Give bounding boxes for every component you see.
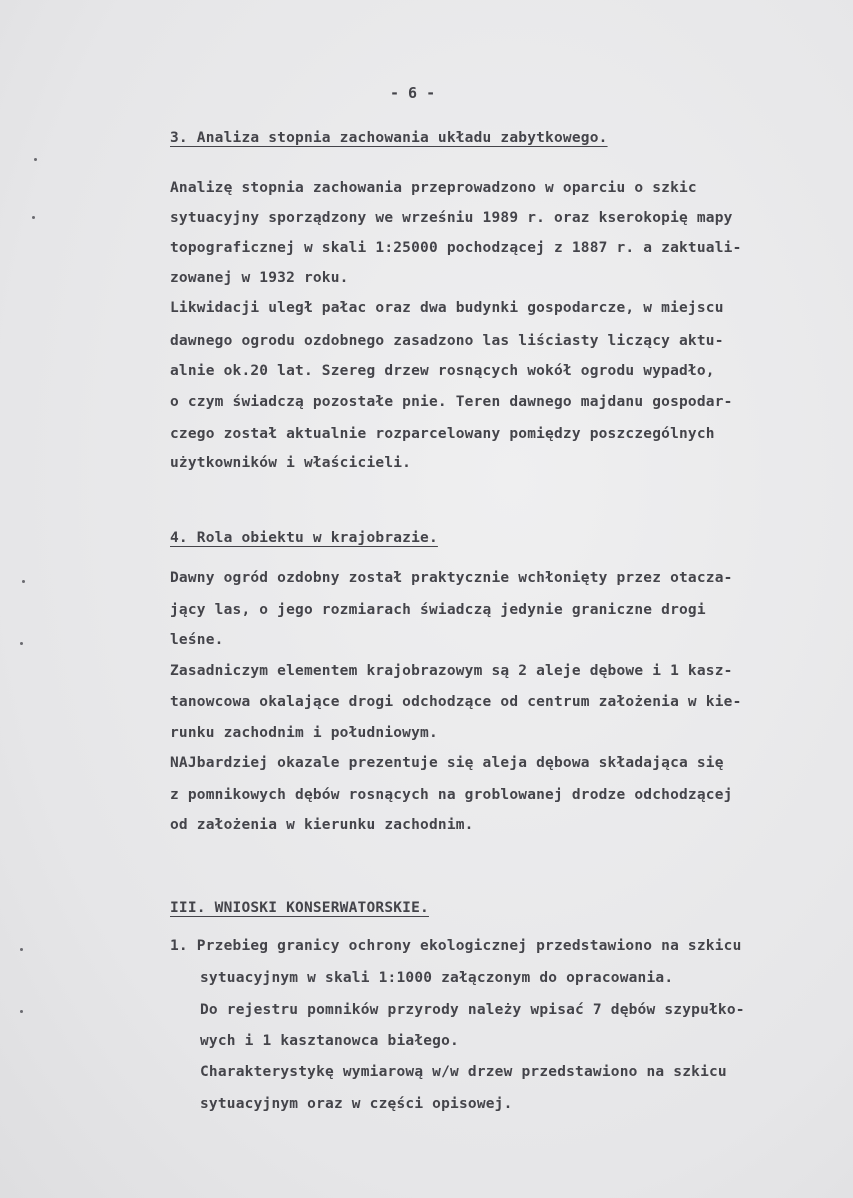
text-line: Likwidacji uległ pałac oraz dwa budynki gospodarcze, w miejscu bbox=[170, 300, 724, 316]
section-4-heading: 4. Rola obiektu w krajobrazie. bbox=[170, 530, 438, 546]
text-line: czego został aktualnie rozparcelowany pomiędzy poszczególnych bbox=[170, 426, 715, 442]
section-3-heading: 3. Analiza stopnia zachowania układu zabytkowego. bbox=[170, 130, 608, 146]
margin-mark bbox=[20, 1010, 23, 1013]
text-line: o czym świadczą pozostałe pnie. Teren dawnego majdanu gospodar- bbox=[170, 394, 733, 410]
text-line: wych i 1 kasztanowca białego. bbox=[200, 1033, 459, 1049]
margin-mark bbox=[20, 948, 23, 951]
text-line: topograficznej w skali 1:25000 pochodzącej z 1887 r. a zaktuali- bbox=[170, 240, 742, 256]
text-line: z pomnikowych dębów rosnących na groblowanej drodze odchodzącej bbox=[170, 787, 733, 803]
text-line: Zasadniczym elementem krajobrazowym są 2 aleje dębowe i 1 kasz- bbox=[170, 663, 733, 679]
text-line: tanowcowa okalające drogi odchodzące od centrum założenia w kie- bbox=[170, 694, 742, 710]
margin-mark bbox=[34, 158, 37, 161]
text-line: Charakterystykę wymiarową w/w drzew przedstawiono na szkicu bbox=[200, 1064, 727, 1080]
margin-mark bbox=[32, 216, 35, 219]
text-line: zowanej w 1932 roku. bbox=[170, 270, 349, 286]
margin-mark bbox=[20, 642, 23, 645]
text-line: Dawny ogród ozdobny został praktycznie wchłonięty przez otacza- bbox=[170, 570, 733, 586]
text-line: NAJbardziej okazale prezentuje się aleja dębowa składająca się bbox=[170, 755, 724, 771]
page-number: - 6 - bbox=[390, 84, 436, 102]
text-line: Analizę stopnia zachowania przeprowadzono w oparciu o szkic bbox=[170, 180, 697, 196]
text-line: od założenia w kierunku zachodnim. bbox=[170, 817, 474, 833]
text-line: leśne. bbox=[170, 632, 224, 648]
text-line: sytuacyjny sporządzony we wrześniu 1989 r. oraz kserokopię mapy bbox=[170, 210, 733, 226]
section-iii-heading: III. WNIOSKI KONSERWATORSKIE. bbox=[170, 900, 429, 916]
text-line: użytkowników i właścicieli. bbox=[170, 455, 412, 471]
text-line: jący las, o jego rozmiarach świadczą jedynie graniczne drogi bbox=[170, 602, 706, 618]
text-line: Do rejestru pomników przyrody należy wpisać 7 dębów szypułko- bbox=[200, 1002, 745, 1018]
text-line: alnie ok.20 lat. Szereg drzew rosnących wokół ogrodu wypadło, bbox=[170, 363, 715, 379]
text-line: runku zachodnim i południowym. bbox=[170, 725, 438, 741]
text-line: sytuacyjnym w skali 1:1000 załączonym do opracowania. bbox=[200, 970, 674, 986]
margin-mark bbox=[22, 580, 25, 583]
text-line: sytuacyjnym oraz w części opisowej. bbox=[200, 1096, 513, 1112]
text-line: 1. Przebieg granicy ochrony ekologicznej przedstawiono na szkicu bbox=[170, 938, 742, 954]
text-line: dawnego ogrodu ozdobnego zasadzono las liściasty liczący aktu- bbox=[170, 333, 724, 349]
